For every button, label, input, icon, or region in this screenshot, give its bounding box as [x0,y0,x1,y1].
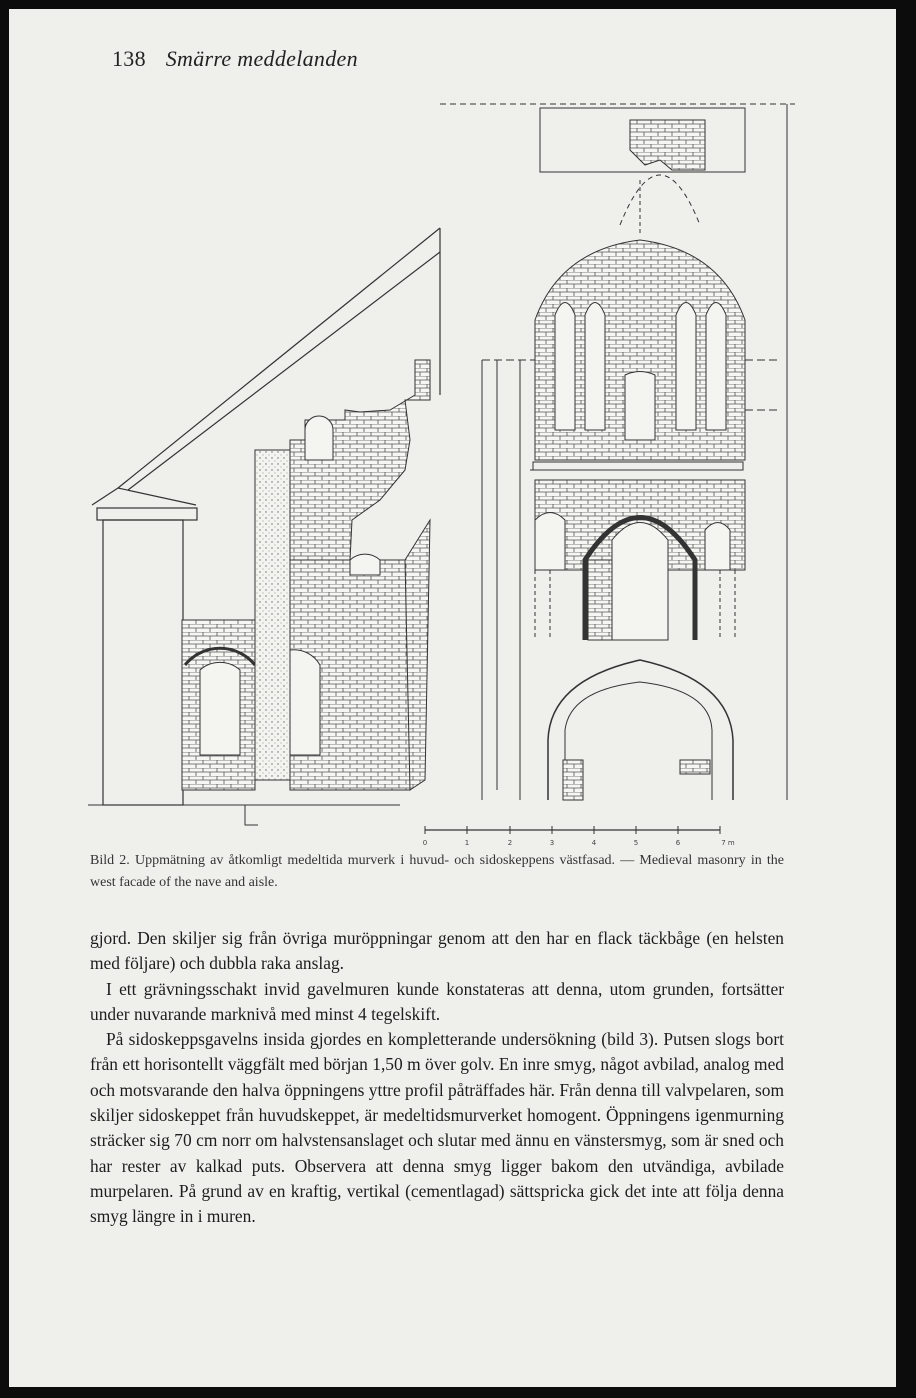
scale-label: 6 [675,839,681,847]
body-text [90,926,784,1230]
running-title: Smärre meddelanden [165,46,358,71]
scale-label: 2 [507,839,513,847]
aisle-masonry [88,360,430,825]
paragraph: På sidoskeppsgavelns insida gjordes en kompletterande undersökning (bild 3). Putsen slogs bort från ett horisontellt väggfält med början 1,50 m över golv. En inre smyg, något avbilad, analog med och motsvarande den halva öppningens yttre profil påträffades här. Från denna till valvpelaren, som skiljer sidoskeppet från huvudskeppet, är medeltidsmurverket homogent. Öppningens igenmurning sträcker sig 70 cm norr om halvstensanslaget och slutar med ännu en vänstersmyg, som är sned och har rester av kalkad puts. Observera att denna smyg ligger bakom den utvändiga, avbilade murpelaren. På grund av en kraftig, vertikal (cementlagad) sättspricka gick det inte att följa denna smyg längre in i muren. [90,1029,784,1227]
paragraph: I ett grävningsschakt invid gavelmuren kunde konstateras att denna, utom grunden, fortsätter under nuvarande marknivå med minst 4 tegelskift. [90,978,784,1024]
figure-caption: Bild 2. Uppmätning av åtkomligt medeltida murverk i huvud- och sidoskeppens västfasad. — Medieval masonry in the west facade of the nave and aisle. [90,853,784,890]
scale-label: 5 [633,839,639,847]
nave-gable [440,104,795,800]
scale-label: 3 [549,839,555,847]
page-number: 138 [112,46,146,71]
scale-label: 0 [422,839,428,847]
scale-label: 7 m [721,839,735,847]
scale-label: 1 [464,839,470,847]
paragraph: gjord. Den skiljer sig från övriga muröppningar genom att den har en flack täckbåge (en helsten med följare) och dubbla raka anslag. [90,928,784,974]
scale-bar [423,826,735,847]
scale-label: 4 [591,839,597,847]
